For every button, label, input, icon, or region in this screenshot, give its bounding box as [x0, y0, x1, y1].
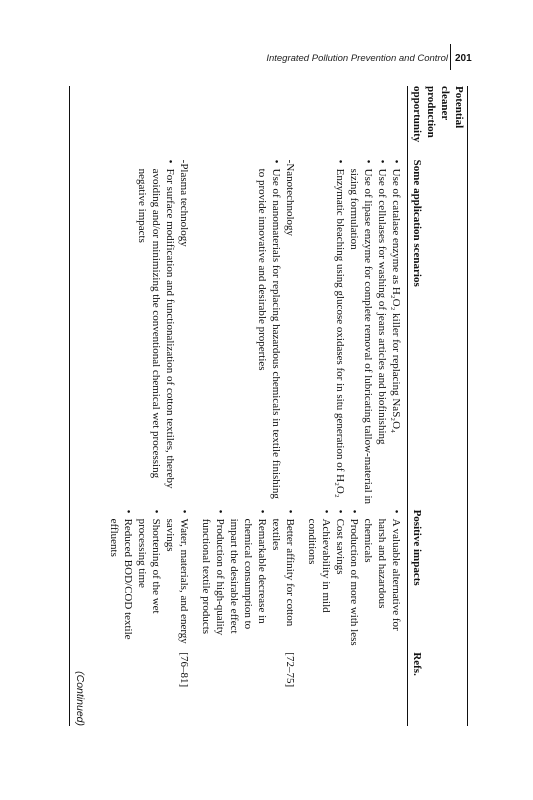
- impact-item: • Better affinity for cotton textiles: [269, 510, 297, 649]
- scenarios-cell: [195, 160, 301, 510]
- opportunity-cell: [103, 86, 195, 160]
- scenarios-cell: [103, 160, 195, 510]
- column-header-scenarios: Some application scenarios: [411, 159, 423, 287]
- scenarios-cell: [301, 160, 408, 510]
- column-header-impacts: Positive impacts: [411, 509, 423, 586]
- impact-item: • Production of high-quality functional textile products: [199, 510, 227, 649]
- impact-item: • Production of more with less: [347, 510, 361, 649]
- group-title-plasma: -Plasma technology: [178, 159, 190, 247]
- scenario-group: [333, 160, 403, 506]
- table-bottom-rule: [69, 86, 70, 726]
- scenario-item: • Use of catalase enzyme as H₂O₂ killer for replacing NaS₂O₄: [389, 160, 403, 506]
- impacts-cell: [301, 510, 408, 653]
- table-row: [301, 86, 408, 726]
- impact-item: • Cost savings: [333, 510, 347, 649]
- impact-item: • Water, materials, and energy savings: [163, 510, 191, 649]
- cleaner-production-table: [103, 86, 468, 726]
- continued-label: (Continued): [74, 671, 86, 726]
- table-row: [195, 86, 301, 726]
- impact-item: • A valuable alternative for harsh and hazardous chemicals: [361, 510, 403, 649]
- scenario-item: • Use of lipase enzyme for complete removal of lubricating tallow-material in sizing formulation: [347, 160, 375, 506]
- impacts-cell: [103, 510, 195, 653]
- refs-cell: [301, 652, 408, 726]
- refs-cell: [76–81]: [178, 652, 190, 688]
- running-head: Integrated Pollution Prevention and Control: [266, 53, 448, 64]
- impact-item: • Achievability in mild conditions: [305, 510, 333, 649]
- rotated-table-container: [68, 86, 468, 726]
- header-divider: [450, 44, 451, 70]
- impact-item: • Shortening of the wet processing time: [135, 510, 163, 649]
- scenario-item: • Use of cellulases for washing of jeans articles and biofinishing: [375, 160, 389, 506]
- scenario-item: • For surface modification and functionalization of cotton textiles, thereby avoiding and/or minimizing the conventional chemical wet processing negative impacts: [135, 160, 177, 506]
- opportunity-cell: [301, 86, 408, 160]
- table-header-row: [408, 86, 469, 726]
- page-header: [0, 0, 533, 70]
- table-top-rule: [467, 86, 468, 726]
- group-title-nanotechnology: -Nanotechnology: [284, 159, 296, 237]
- column-header-opportunity: Potential cleaner production opportunity: [411, 86, 465, 143]
- scenario-item: • Enzymatic bleaching using glucose oxidases for in situ generation of H₂O₂: [333, 160, 347, 506]
- opportunity-cell: [195, 86, 301, 160]
- page-number: 201: [455, 53, 472, 64]
- impact-item: • Remarkable decrease in chemical consumption to impart the desirable effect: [227, 510, 269, 649]
- scenario-item: • Use of nanomaterials for replacing hazardous chemicals in textile finishing to provide innovative and desirable properties: [255, 160, 283, 506]
- impacts-cell: [195, 510, 301, 653]
- impact-item: • Reduced BOD/COD textile effluents: [107, 510, 135, 649]
- column-header-refs: Refs.: [411, 652, 423, 676]
- table-row: [103, 86, 195, 726]
- refs-cell: [72–75]: [284, 652, 296, 688]
